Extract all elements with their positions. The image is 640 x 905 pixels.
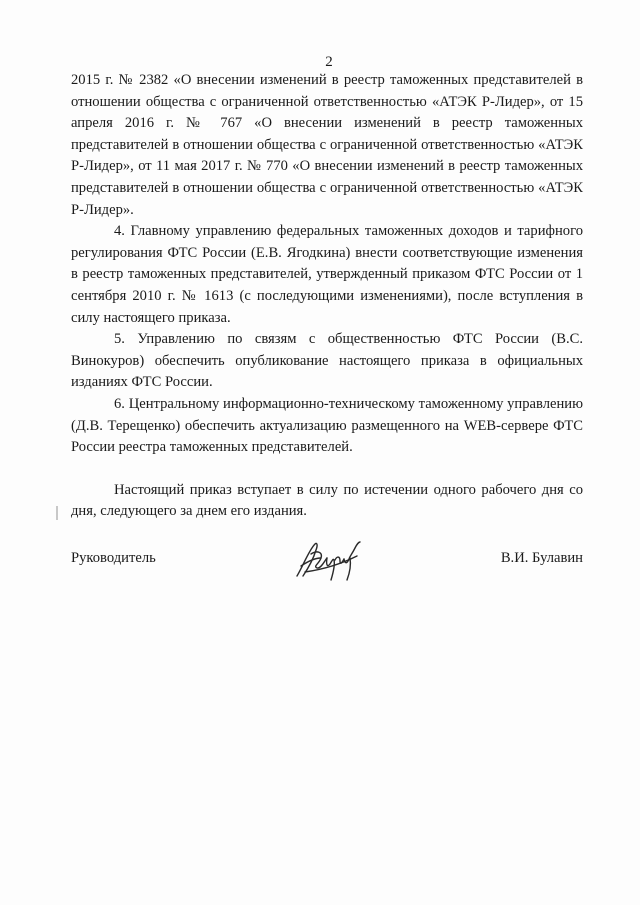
signatory-name: В.И. Булавин	[500, 550, 583, 566]
margin-mark	[56, 506, 58, 520]
paragraph-effective-date: Настоящий приказ вступает в силу по истечении одного рабочего дня со дня, следующего за днем его издания.	[71, 481, 583, 520]
signature-block	[71, 548, 583, 588]
paragraph-item-5: 5. Управлению по связям с общественностью ФТС России (В.С. Винокуров) обеспечить опубликование настоящего приказа в официальных изданиях ФТС России.	[71, 331, 583, 391]
page-number: 2	[325, 54, 333, 70]
paragraph-item-4: 4. Главному управлению федеральных таможенных доходов и тарифного регулирования ФТС России (Е.В. Ягодкина) внести соответствующие изменения в реестр таможенных представителей, утвержденный приказом ФТС России от 1 сентября 2010 г. № 1613 (с последующими изменениями), после вступления в силу настоящего приказа.	[71, 223, 583, 326]
paragraph-gap	[71, 459, 583, 480]
paragraph-continuation: 2015 г. № 2382 «О внесении изменений в реестр таможенных представителей в отношении общества с ограниченной ответственностью «АТЭК Р-Лидер», от 15 апреля 2016 г. № 767 «О внесении изменений в реестр таможенных представителей в отношении общества с ограниченной ответственностью «АТЭК Р-Лидер», от 11 мая 2017 г. № 770 «О внесении изменений в реестр таможенных представителей в отношении общества с ограниченной ответственностью «АТЭК Р-Лидер».	[71, 72, 583, 218]
paragraph-item-6: 6. Центральному информационно-техническому таможенному управлению (Д.В. Терещенко) обеспечить актуализацию размещенного на WEB-сервере ФТС России реестра таможенных представителей.	[71, 395, 583, 456]
handwritten-signature-icon	[293, 536, 363, 586]
signatory-title: Руководитель	[71, 550, 156, 566]
document-body	[71, 70, 583, 523]
